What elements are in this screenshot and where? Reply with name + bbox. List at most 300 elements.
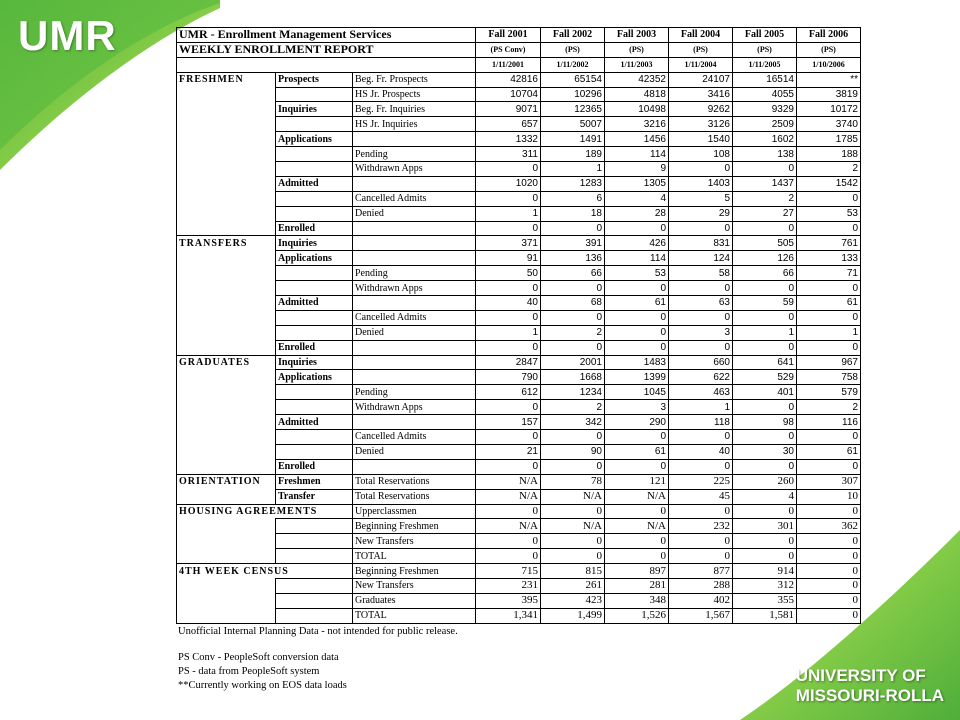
row-label <box>353 176 476 191</box>
row-label: Denied <box>353 444 476 459</box>
value-cell: 0 <box>669 534 733 549</box>
value-cell: 188 <box>797 147 861 162</box>
value-cell: 0 <box>476 504 541 519</box>
value-cell: 391 <box>541 236 605 251</box>
value-cell: 0 <box>605 549 669 564</box>
table-row <box>177 355 861 370</box>
value-cell: 0 <box>476 340 541 355</box>
subcategory-label <box>276 519 353 534</box>
value-cell: 1602 <box>733 132 797 147</box>
row-label: HS Jr. Prospects <box>353 87 476 102</box>
row-label: Denied <box>353 325 476 340</box>
table-row <box>177 400 861 415</box>
value-cell: N/A <box>605 489 669 504</box>
subcategory-label <box>276 608 353 623</box>
value-cell: 0 <box>733 310 797 325</box>
subcategory-label <box>276 578 353 593</box>
value-cell: 118 <box>669 415 733 430</box>
enrollment-report-table <box>176 27 861 624</box>
subcategory-label: Transfer <box>276 489 353 504</box>
value-cell: 1 <box>476 325 541 340</box>
table-row <box>177 430 861 445</box>
table-row <box>177 593 861 608</box>
row-label: Graduates <box>353 593 476 608</box>
value-cell: 1 <box>797 325 861 340</box>
table-row <box>177 87 861 102</box>
university-wordmark <box>796 666 944 706</box>
value-cell: 0 <box>733 340 797 355</box>
value-cell: 1234 <box>541 385 605 400</box>
subcategory-label <box>276 281 353 296</box>
subcategory-label <box>276 385 353 400</box>
value-cell: 3 <box>605 400 669 415</box>
col-source: (PS) <box>541 42 605 57</box>
footnotes <box>178 625 458 693</box>
row-label: Beginning Freshmen <box>353 564 476 579</box>
section-label <box>177 206 276 221</box>
row-label <box>353 459 476 474</box>
value-cell: 355 <box>733 593 797 608</box>
subcategory-label <box>276 549 353 564</box>
value-cell: 288 <box>669 578 733 593</box>
value-cell: 1 <box>541 162 605 177</box>
value-cell: 0 <box>797 340 861 355</box>
table-row <box>177 176 861 191</box>
value-cell: 0 <box>605 340 669 355</box>
value-cell: 761 <box>797 236 861 251</box>
subcategory-label: Freshmen <box>276 474 353 489</box>
col-date: 1/11/2002 <box>541 57 605 72</box>
value-cell: 0 <box>476 191 541 206</box>
value-cell: 790 <box>476 370 541 385</box>
value-cell: 114 <box>605 251 669 266</box>
value-cell: 16514 <box>733 72 797 87</box>
table-row <box>177 281 861 296</box>
col-term: Fall 2004 <box>669 28 733 43</box>
value-cell: 10704 <box>476 87 541 102</box>
value-cell: 40 <box>476 296 541 311</box>
col-source: (PS Conv) <box>476 42 541 57</box>
row-label: Cancelled Admits <box>353 191 476 206</box>
subcategory-label: Admitted <box>276 176 353 191</box>
value-cell: 3 <box>669 325 733 340</box>
row-label <box>353 340 476 355</box>
section-label <box>177 489 276 504</box>
value-cell: 0 <box>669 310 733 325</box>
table-row <box>177 504 861 519</box>
value-cell: 301 <box>733 519 797 534</box>
row-label <box>353 251 476 266</box>
value-cell: 0 <box>605 325 669 340</box>
row-label <box>353 221 476 236</box>
section-label <box>177 385 276 400</box>
col-date: 1/11/2004 <box>669 57 733 72</box>
value-cell: 9329 <box>733 102 797 117</box>
value-cell: 0 <box>605 281 669 296</box>
subcategory-label <box>276 593 353 608</box>
footnote-ps-conv: PS Conv - PeopleSoft conversion data <box>178 652 339 663</box>
value-cell: 4055 <box>733 87 797 102</box>
table-row <box>177 385 861 400</box>
value-cell: 312 <box>733 578 797 593</box>
value-cell: 21 <box>476 444 541 459</box>
section-label <box>177 534 276 549</box>
section-label <box>177 251 276 266</box>
value-cell: 1668 <box>541 370 605 385</box>
value-cell: 0 <box>669 549 733 564</box>
row-label <box>353 296 476 311</box>
section-label <box>177 430 276 445</box>
value-cell: 3819 <box>797 87 861 102</box>
value-cell: 124 <box>669 251 733 266</box>
col-term: Fall 2002 <box>541 28 605 43</box>
table-row <box>177 147 861 162</box>
section-label <box>177 281 276 296</box>
report-title-2: WEEKLY ENROLLMENT REPORT <box>177 42 476 57</box>
value-cell: 402 <box>669 593 733 608</box>
value-cell: 0 <box>797 191 861 206</box>
value-cell: 232 <box>669 519 733 534</box>
section-label <box>177 400 276 415</box>
section-label <box>177 266 276 281</box>
value-cell: 0 <box>605 504 669 519</box>
value-cell: 897 <box>605 564 669 579</box>
subcategory-label: Applications <box>276 370 353 385</box>
value-cell: 1403 <box>669 176 733 191</box>
section-label <box>177 415 276 430</box>
value-cell: 1283 <box>541 176 605 191</box>
row-label: Withdrawn Apps <box>353 400 476 415</box>
table-row <box>177 415 861 430</box>
table-row <box>177 191 861 206</box>
subcategory-label <box>276 310 353 325</box>
subcategory-label <box>276 147 353 162</box>
value-cell: 4 <box>605 191 669 206</box>
value-cell: 10172 <box>797 102 861 117</box>
value-cell: 0 <box>476 400 541 415</box>
row-label: Total Reservations <box>353 489 476 504</box>
subcategory-label: Admitted <box>276 296 353 311</box>
table-row <box>177 117 861 132</box>
value-cell: 815 <box>541 564 605 579</box>
value-cell: 65154 <box>541 72 605 87</box>
row-label: Total Reservations <box>353 474 476 489</box>
value-cell: 10296 <box>541 87 605 102</box>
section-label <box>177 519 276 534</box>
value-cell: 108 <box>669 147 733 162</box>
value-cell: 231 <box>476 578 541 593</box>
subcategory-label <box>276 325 353 340</box>
value-cell: 0 <box>733 281 797 296</box>
value-cell: 0 <box>733 162 797 177</box>
value-cell: 914 <box>733 564 797 579</box>
value-cell: 0 <box>476 430 541 445</box>
value-cell: 0 <box>733 221 797 236</box>
value-cell: 3740 <box>797 117 861 132</box>
section-label <box>177 370 276 385</box>
value-cell: 0 <box>541 430 605 445</box>
value-cell: 90 <box>541 444 605 459</box>
section-label <box>177 176 276 191</box>
section-label <box>177 147 276 162</box>
value-cell: 0 <box>541 504 605 519</box>
value-cell: 12365 <box>541 102 605 117</box>
value-cell: 0 <box>476 162 541 177</box>
value-cell: 715 <box>476 564 541 579</box>
table-row <box>177 266 861 281</box>
value-cell: 0 <box>541 340 605 355</box>
col-date: 1/11/2003 <box>605 57 669 72</box>
value-cell: 98 <box>733 415 797 430</box>
value-cell: 579 <box>797 385 861 400</box>
col-term: Fall 2006 <box>797 28 861 43</box>
subcategory-label <box>276 206 353 221</box>
value-cell: 71 <box>797 266 861 281</box>
value-cell: N/A <box>476 519 541 534</box>
table-row <box>177 489 861 504</box>
section-label <box>177 162 276 177</box>
subcategory-label: Prospects <box>276 72 353 87</box>
value-cell: 2509 <box>733 117 797 132</box>
value-cell: 2 <box>541 325 605 340</box>
value-cell: 0 <box>669 504 733 519</box>
value-cell: 1332 <box>476 132 541 147</box>
value-cell: 622 <box>669 370 733 385</box>
table-row <box>177 444 861 459</box>
subcategory-label: Inquiries <box>276 355 353 370</box>
value-cell: N/A <box>541 519 605 534</box>
section-label: TRANSFERS <box>177 236 276 251</box>
row-label: Beginning Freshmen <box>353 519 476 534</box>
value-cell: 401 <box>733 385 797 400</box>
value-cell: 1399 <box>605 370 669 385</box>
value-cell: N/A <box>476 489 541 504</box>
section-label <box>177 117 276 132</box>
value-cell: 0 <box>541 221 605 236</box>
section-label <box>177 102 276 117</box>
value-cell: 1,581 <box>733 608 797 623</box>
value-cell: 3126 <box>669 117 733 132</box>
value-cell: 0 <box>797 578 861 593</box>
value-cell: 61 <box>797 444 861 459</box>
col-date: 1/10/2006 <box>797 57 861 72</box>
value-cell: 126 <box>733 251 797 266</box>
footnote-ps: PS - data from PeopleSoft system <box>178 666 320 677</box>
value-cell: 1491 <box>541 132 605 147</box>
value-cell: 9071 <box>476 102 541 117</box>
value-cell: 2847 <box>476 355 541 370</box>
value-cell: 831 <box>669 236 733 251</box>
value-cell: 1 <box>733 325 797 340</box>
value-cell: 116 <box>797 415 861 430</box>
value-cell: 0 <box>541 534 605 549</box>
col-date: 1/11/2001 <box>476 57 541 72</box>
value-cell: 2 <box>733 191 797 206</box>
col-date: 1/11/2005 <box>733 57 797 72</box>
section-label: 4TH WEEK CENSUS <box>177 564 353 579</box>
value-cell: 1785 <box>797 132 861 147</box>
table-row <box>177 459 861 474</box>
value-cell: 0 <box>733 459 797 474</box>
subcategory-label <box>276 117 353 132</box>
value-cell: 138 <box>733 147 797 162</box>
table-row <box>177 534 861 549</box>
value-cell: 0 <box>797 593 861 608</box>
title-spacer <box>177 57 476 72</box>
value-cell: N/A <box>605 519 669 534</box>
value-cell: 6 <box>541 191 605 206</box>
value-cell: 261 <box>541 578 605 593</box>
section-label <box>177 459 276 474</box>
value-cell: 66 <box>733 266 797 281</box>
table-row <box>177 206 861 221</box>
col-source: (PS) <box>733 42 797 57</box>
subcategory-label <box>276 430 353 445</box>
value-cell: 29 <box>669 206 733 221</box>
value-cell: 1 <box>476 206 541 221</box>
section-label <box>177 191 276 206</box>
row-label: Cancelled Admits <box>353 430 476 445</box>
value-cell: 0 <box>669 340 733 355</box>
value-cell: 0 <box>797 310 861 325</box>
table-row <box>177 221 861 236</box>
value-cell: 27 <box>733 206 797 221</box>
value-cell: 3416 <box>669 87 733 102</box>
value-cell: 0 <box>733 504 797 519</box>
subcategory-label: Applications <box>276 251 353 266</box>
value-cell: 290 <box>605 415 669 430</box>
value-cell: 9262 <box>669 102 733 117</box>
row-label <box>353 355 476 370</box>
value-cell: 28 <box>605 206 669 221</box>
value-cell: 40 <box>669 444 733 459</box>
value-cell: ** <box>797 72 861 87</box>
value-cell: 1305 <box>605 176 669 191</box>
value-cell: 877 <box>669 564 733 579</box>
subcategory-label: Enrolled <box>276 221 353 236</box>
header-row-date <box>177 57 861 72</box>
section-label <box>177 593 276 608</box>
table-row <box>177 519 861 534</box>
row-label <box>353 370 476 385</box>
table-row <box>177 236 861 251</box>
value-cell: 0 <box>476 534 541 549</box>
row-label: Pending <box>353 385 476 400</box>
value-cell: 66 <box>541 266 605 281</box>
value-cell: 225 <box>669 474 733 489</box>
value-cell: 10498 <box>605 102 669 117</box>
row-label: Pending <box>353 266 476 281</box>
subcategory-label <box>276 534 353 549</box>
row-label: Withdrawn Apps <box>353 162 476 177</box>
value-cell: 0 <box>541 281 605 296</box>
row-label: Cancelled Admits <box>353 310 476 325</box>
section-label <box>177 325 276 340</box>
value-cell: 0 <box>476 281 541 296</box>
row-label: New Transfers <box>353 534 476 549</box>
value-cell: 0 <box>797 534 861 549</box>
row-label: TOTAL <box>353 608 476 623</box>
value-cell: 426 <box>605 236 669 251</box>
value-cell: 45 <box>669 489 733 504</box>
subcategory-label: Enrolled <box>276 340 353 355</box>
value-cell: 30 <box>733 444 797 459</box>
value-cell: 260 <box>733 474 797 489</box>
section-label <box>177 444 276 459</box>
value-cell: 342 <box>541 415 605 430</box>
row-label: Beg. Fr. Inquiries <box>353 102 476 117</box>
value-cell: 1020 <box>476 176 541 191</box>
value-cell: 121 <box>605 474 669 489</box>
value-cell: 2001 <box>541 355 605 370</box>
subcategory-label: Admitted <box>276 415 353 430</box>
section-label <box>177 549 276 564</box>
value-cell: 58 <box>669 266 733 281</box>
subcategory-label <box>276 400 353 415</box>
value-cell: 0 <box>797 549 861 564</box>
value-cell: 42816 <box>476 72 541 87</box>
value-cell: 0 <box>797 504 861 519</box>
value-cell: 24107 <box>669 72 733 87</box>
value-cell: 157 <box>476 415 541 430</box>
value-cell: 1437 <box>733 176 797 191</box>
value-cell: 281 <box>605 578 669 593</box>
value-cell: 1,526 <box>605 608 669 623</box>
row-label <box>353 415 476 430</box>
value-cell: 5 <box>669 191 733 206</box>
value-cell: 0 <box>669 459 733 474</box>
section-label <box>177 221 276 236</box>
subcategory-label <box>276 87 353 102</box>
value-cell: 0 <box>797 564 861 579</box>
value-cell: 0 <box>476 221 541 236</box>
value-cell: 53 <box>605 266 669 281</box>
value-cell: 59 <box>733 296 797 311</box>
col-term: Fall 2001 <box>476 28 541 43</box>
disclaimer-text: Unofficial Internal Planning Data - not intended for public release. <box>178 626 458 637</box>
section-label <box>177 340 276 355</box>
subcategory-label <box>276 191 353 206</box>
value-cell: 1456 <box>605 132 669 147</box>
table-row <box>177 474 861 489</box>
subcategory-label <box>276 444 353 459</box>
section-label <box>177 608 276 623</box>
value-cell: 641 <box>733 355 797 370</box>
subcategory-label <box>276 162 353 177</box>
value-cell: 0 <box>541 310 605 325</box>
value-cell: 4 <box>733 489 797 504</box>
report-title-1: UMR - Enrollment Management Services <box>177 28 476 43</box>
subcategory-label: Inquiries <box>276 236 353 251</box>
value-cell: 529 <box>733 370 797 385</box>
header-row-term <box>177 28 861 43</box>
value-cell: 0 <box>797 281 861 296</box>
value-cell: 0 <box>476 459 541 474</box>
section-label: GRADUATES <box>177 355 276 370</box>
value-cell: 0 <box>605 534 669 549</box>
value-cell: 5007 <box>541 117 605 132</box>
value-cell: 78 <box>541 474 605 489</box>
table-row <box>177 162 861 177</box>
value-cell: 189 <box>541 147 605 162</box>
row-label <box>353 236 476 251</box>
value-cell: 395 <box>476 593 541 608</box>
value-cell: 50 <box>476 266 541 281</box>
row-label: Pending <box>353 147 476 162</box>
value-cell: 61 <box>605 444 669 459</box>
value-cell: 371 <box>476 236 541 251</box>
value-cell: 2 <box>797 400 861 415</box>
